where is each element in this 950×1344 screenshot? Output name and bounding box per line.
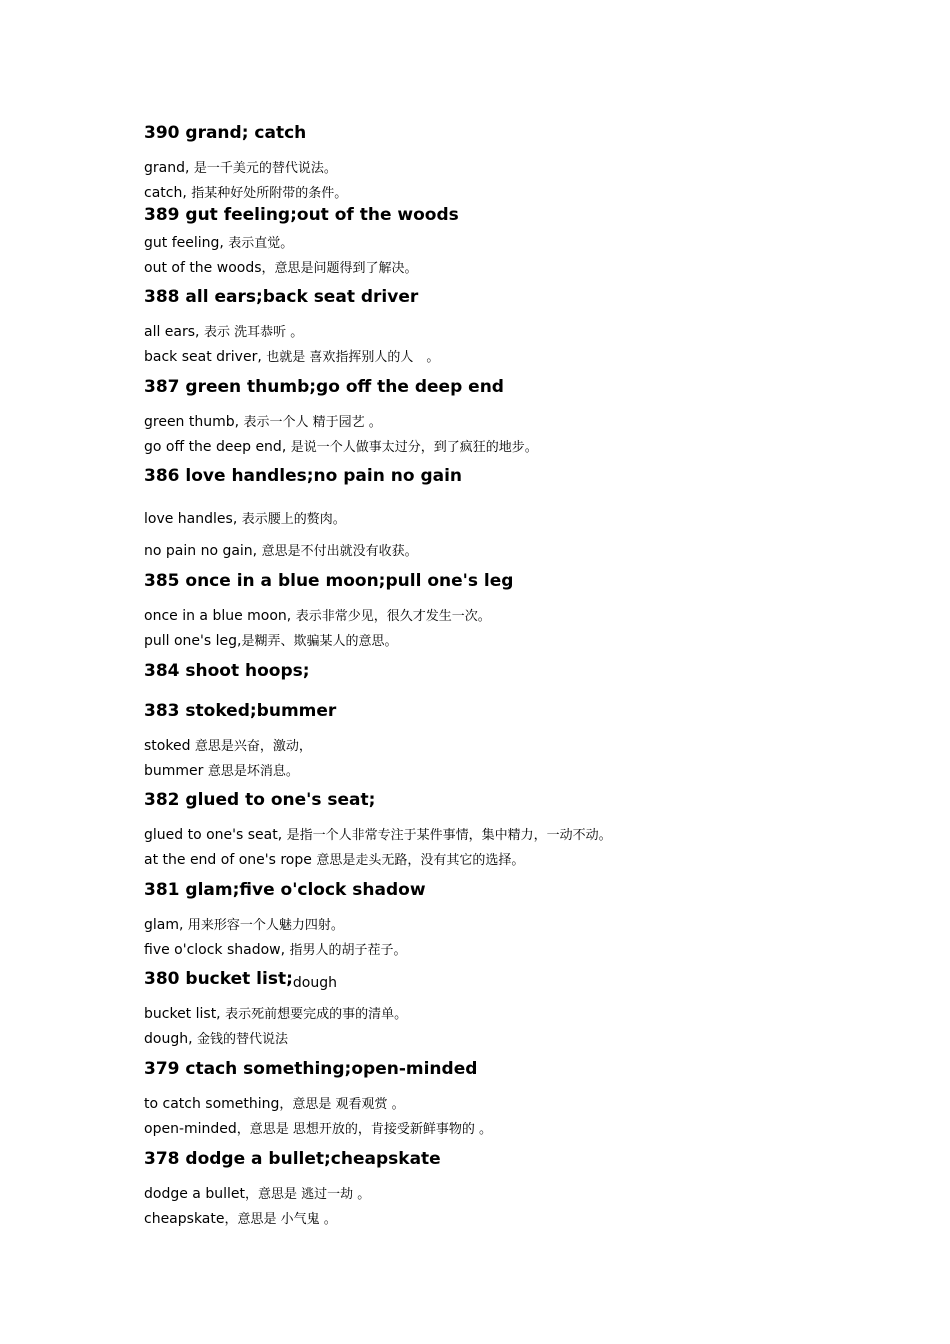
entry-line [144,412,382,433]
term: green thumb, [144,414,244,430]
term: catch, [144,185,192,201]
term: to catch something [144,1096,280,1112]
term: grand, [144,160,194,176]
entry-heading: 385 once in a blue moon;pull one's leg [144,571,514,591]
definition: 是指一个人非常专注于某件事情，集中精力，一动不动。 [286,828,612,843]
term: cheapskate [144,1211,225,1227]
entry-line [144,915,344,936]
entry-heading: 378 dodge a bullet;cheapskate [144,1149,441,1169]
term: out of the woods [144,260,262,276]
definition: ，意思是 观看观赏 。 [279,1097,405,1112]
entry-heading: 387 green thumb;go off the deep end [144,377,504,397]
term: dough, [144,1031,197,1047]
definition: 表示死前想要完成的事的清单。 [225,1007,408,1022]
definition: 意思是坏消息。 [207,764,299,779]
entry-line [144,183,347,204]
entry-heading: 389 gut feeling;out of the woods [144,205,459,225]
entry-line [144,509,346,530]
entry-line [144,1029,288,1050]
entry-line [144,825,612,846]
definition: 也就是 喜欢指挥别人的人 。 [266,350,440,365]
entry-heading: 384 shoot hoops; [144,661,310,681]
entry-line [144,1209,337,1230]
entry-line [144,1184,370,1205]
entry-line [144,1004,407,1025]
term: pull one's leg, [144,633,242,649]
definition: ，意思是 思想开放的，肯接受新鲜事物的 。 [236,1122,493,1137]
entry-heading: 379 ctach something;open-minded [144,1059,478,1079]
entry-line [144,541,418,562]
entry-heading: 381 glam;five o'clock shadow [144,880,426,900]
entry-line [144,606,491,627]
definition: 表示腰上的赘肉。 [241,512,346,527]
term: back seat driver, [144,349,267,365]
term: glued to one's seat, [144,827,287,843]
term: glam, [144,917,188,933]
entry-line [144,761,299,782]
term: five o'clock shadow, [144,942,290,958]
definition: 表示直觉。 [228,236,294,251]
heading-main: 380 bucket list; [144,969,293,989]
entry-line [144,233,293,254]
entry-line [144,258,418,279]
entry-line [144,736,312,757]
entry-heading: 382 glued to one's seat; [144,790,376,810]
entry-line [144,850,524,871]
entry-heading: 388 all ears;back seat driver [144,287,419,307]
entry-line [144,158,337,179]
term: gut feeling, [144,235,229,251]
definition: ，意思是问题得到了解决。 [261,261,418,276]
entry-line [144,1094,405,1115]
term: open-minded [144,1121,237,1137]
term: love handles, [144,511,242,527]
entry-heading: 390 grand; catch [144,123,307,143]
term: at the end of one's rope [144,852,317,868]
entry-line [144,322,303,343]
entry-line [144,1119,492,1140]
definition: 用来形容一个人魅力四射。 [187,918,344,933]
definition: 表示非常少见，很久才发生一次。 [295,609,491,624]
entry-line [144,631,398,652]
definition: 意思是不付出就没有收获。 [261,544,418,559]
definition: 金钱的替代说法 [197,1032,289,1047]
term: bummer [144,763,208,779]
term: bucket list, [144,1006,226,1022]
definition: 意思是走头无路，没有其它的选择。 [316,853,525,868]
definition: 意思是兴奋，激动， [194,739,312,754]
term: no pain no gain, [144,543,262,559]
term: all ears, [144,324,204,340]
definition: 是糊弄、欺骗某人的意思。 [241,634,398,649]
entry-heading: 386 love handles;no pain no gain [144,466,463,486]
definition: 是说一个人做事太过分，到了疯狂的地步。 [290,440,538,455]
definition: 指某种好处所附带的条件。 [191,186,348,201]
definition: 是一千美元的替代说法。 [193,161,337,176]
term: stoked [144,738,195,754]
entry-line [144,347,439,368]
definition: 指男人的胡子茬子。 [289,943,407,958]
entry-heading [144,968,337,991]
entry-line [144,437,538,458]
definition: ，意思是 小气鬼 。 [224,1212,337,1227]
term: go off the deep end, [144,439,291,455]
term: once in a blue moon, [144,608,296,624]
entry-line [144,940,407,961]
definition: 表示一个人 精于园艺 。 [243,415,382,430]
entry-heading: 383 stoked;bummer [144,701,337,721]
definition: 表示 洗耳恭听 。 [203,325,304,340]
definition: ，意思是 逃过一劫 。 [244,1187,371,1202]
term: dodge a bullet [144,1186,245,1202]
heading-tail: dough [292,975,337,991]
